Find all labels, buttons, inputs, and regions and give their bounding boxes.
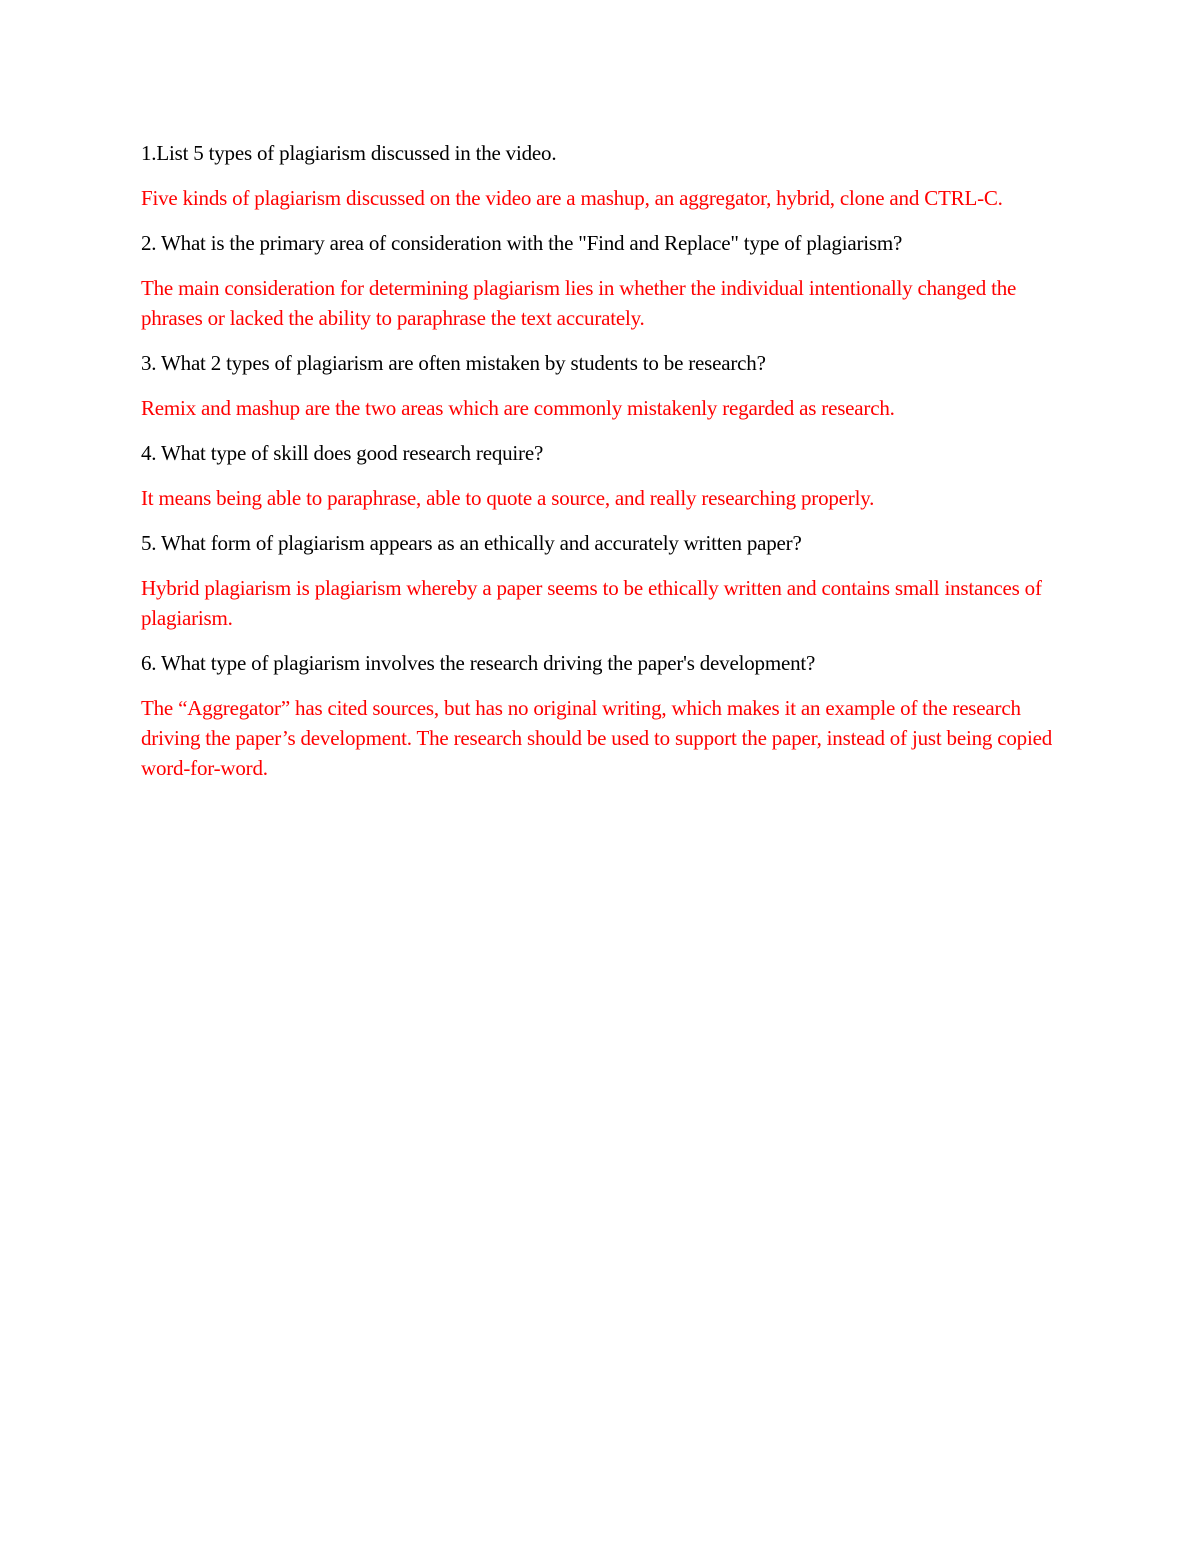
- question-1: 1.List 5 types of plagiarism discussed in the video.: [141, 141, 557, 165]
- answer-5: Hybrid plagiarism is plagiarism whereby a paper seems to be ethically written and contains small instances of plagiarism.: [141, 576, 1042, 630]
- question-2: 2. What is the primary area of consideration with the "Find and Replace" type of plagiarism?: [141, 231, 903, 255]
- question-3: 3. What 2 types of plagiarism are often mistaken by students to be research?: [141, 351, 766, 375]
- answer-4: It means being able to paraphrase, able to quote a source, and really researching properly.: [141, 486, 875, 510]
- answer-3: Remix and mashup are the two areas which are commonly mistakenly regarded as research.: [141, 396, 895, 420]
- question-6: 6. What type of plagiarism involves the research driving the paper's development?: [141, 651, 816, 675]
- question-5: 5. What form of plagiarism appears as an ethically and accurately written paper?: [141, 531, 802, 555]
- document-body: [141, 138, 1071, 798]
- answer-6: The “Aggregator” has cited sources, but has no original writing, which makes it an example of the research driving the paper’s development. The research should be used to support the paper, instead of just being copied word-for-word.: [141, 696, 1053, 780]
- answer-1: Five kinds of plagiarism discussed on the video are a mashup, an aggregator, hybrid, clone and CTRL-C.: [141, 186, 1003, 210]
- question-4: 4. What type of skill does good research require?: [141, 441, 544, 465]
- answer-2: The main consideration for determining plagiarism lies in whether the individual intentionally changed the phrases or lacked the ability to paraphrase the text accurately.: [141, 276, 1017, 330]
